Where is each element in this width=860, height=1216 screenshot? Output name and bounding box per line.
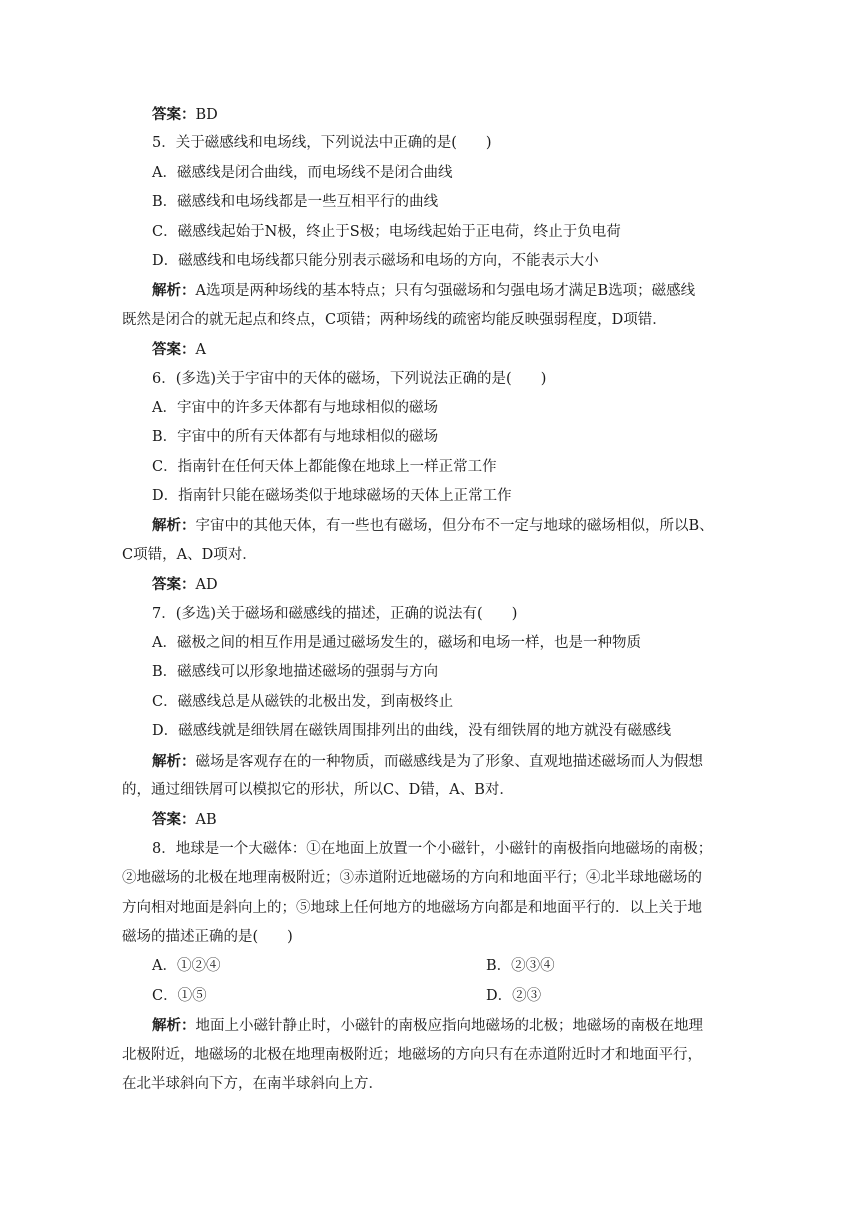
analysis-text: 磁场是客观存在的一种物质，而磁感线是为了形象、直观地描述磁场而人为假想: [195, 753, 703, 770]
q5-option-c: C．磁感线起始于N极，终止于S极；电场线起始于正电荷，终止于负电荷: [152, 223, 621, 240]
analysis-text: 地面上小磁针静止时，小磁针的南极应指向地磁场的北极；地磁场的南极在地理: [195, 1018, 703, 1035]
q5-option-b: B．磁感线和电场线都是一些互相平行的曲线: [152, 194, 439, 211]
q8-stem-line-1: 8．地球是一个大磁体：①在地面上放置一个小磁针，小磁针的南极指向地磁场的南极；: [152, 840, 713, 857]
answer-value: AD: [195, 577, 218, 594]
analysis-text: 宇宙中的其他天体，有一些也有磁场，但分布不一定与地球的磁场相似，所以B、: [195, 518, 714, 535]
analysis-text: A选项是两种场线的基本特点；只有匀强磁场和匀强电场才满足B选项；磁感线: [195, 283, 696, 300]
analysis-label: 解析：: [152, 1017, 196, 1035]
answer-value: AB: [195, 812, 217, 829]
answer-value: A: [195, 342, 206, 359]
q7-analysis-line-1: [122, 747, 738, 776]
q6-analysis-line-2: C项错，A、D项对．: [122, 546, 257, 563]
q5-option-d: D．磁感线和电场线都只能分别表示磁场和电场的方向，不能表示大小: [152, 252, 599, 269]
q8-options-row-1: [122, 952, 738, 981]
q7-option-a: A．磁极之间的相互作用是通过磁场发生的，磁场和电场一样，也是一种物质: [152, 635, 641, 652]
answer-label: 答案：: [152, 576, 196, 594]
q8-analysis-line-2: 北极附近，地磁场的北极在地理南极附近；地磁场的方向只有在赤道附近时才和地面平行，: [122, 1046, 702, 1063]
q8-stem-line-2: ②地磁场的北极在地理南极附近；③赤道附近地磁场的方向和地面平行；④北半球地磁场的: [122, 870, 702, 887]
q5-analysis-line-1: [122, 276, 738, 305]
q8-option-c: C．①⑤: [152, 987, 207, 1004]
q8-options-row-2: [122, 982, 738, 1011]
q8-option-b: B．②③④: [486, 958, 555, 975]
q8-stem-line-3: 方向相对地面是斜向上的；⑤地球上任何地方的地磁场方向都是和地面平行的．以上关于地: [122, 899, 702, 916]
q5-analysis-line-2: 既然是闭合的就无起点和终点，C项错；两种场线的疏密均能反映强弱程度，D项错．: [122, 311, 667, 328]
q8-option-a: A．①②④: [152, 958, 221, 975]
answer-label: 答案：: [152, 106, 196, 123]
q6-answer: [122, 570, 738, 599]
q6-option-c: C．指南针在任何天体上都能像在地球上一样正常工作: [152, 458, 497, 475]
q6-option-a: A．宇宙中的许多天体都有与地球相似的磁场: [152, 399, 438, 416]
analysis-label: 解析：: [152, 752, 196, 770]
q6-analysis-line-1: [122, 511, 738, 540]
q8-option-d: D．②③: [486, 987, 542, 1004]
q7-option-b: B．磁感线可以形象地描述磁场的强弱与方向: [152, 664, 439, 681]
q5-stem: 5．关于磁感线和电场线，下列说法中正确的是( ): [152, 135, 492, 152]
q4-answer: [122, 100, 738, 129]
q7-answer: [122, 805, 738, 834]
q6-option-d: D．指南针只能在磁场类似于地球磁场的天体上正常工作: [152, 488, 512, 505]
q8-analysis-line-3: 在北半球斜向下方，在南半球斜向上方．: [122, 1075, 383, 1092]
q7-stem: 7．(多选)关于磁场和磁感线的描述，正确的说法有( ): [152, 605, 518, 622]
document-page: [122, 100, 738, 1099]
q5-option-a: A．磁感线是闭合曲线，而电场线不是闭合曲线: [152, 164, 453, 181]
answer-label: 答案：: [152, 811, 196, 829]
q7-analysis-line-2: 的，通过细铁屑可以模拟它的形状，所以C、D错，A、B对．: [122, 781, 514, 798]
analysis-label: 解析：: [152, 282, 196, 300]
q8-stem-line-4: 磁场的描述正确的是( ): [122, 928, 293, 945]
q5-answer: [122, 335, 738, 364]
q7-option-d: D．磁感线就是细铁屑在磁铁周围排列出的曲线，没有细铁屑的地方就没有磁感线: [152, 723, 672, 740]
q6-stem: 6．(多选)关于宇宙中的天体的磁场，下列说法正确的是( ): [152, 370, 547, 387]
answer-value: BD: [195, 107, 218, 123]
analysis-label: 解析：: [152, 517, 196, 535]
q8-analysis-line-1: [122, 1011, 738, 1040]
q6-option-b: B．宇宙中的所有天体都有与地球相似的磁场: [152, 429, 439, 446]
answer-label: 答案：: [152, 341, 196, 359]
q7-option-c: C．磁感线总是从磁铁的北极出发，到南极终止: [152, 693, 454, 710]
